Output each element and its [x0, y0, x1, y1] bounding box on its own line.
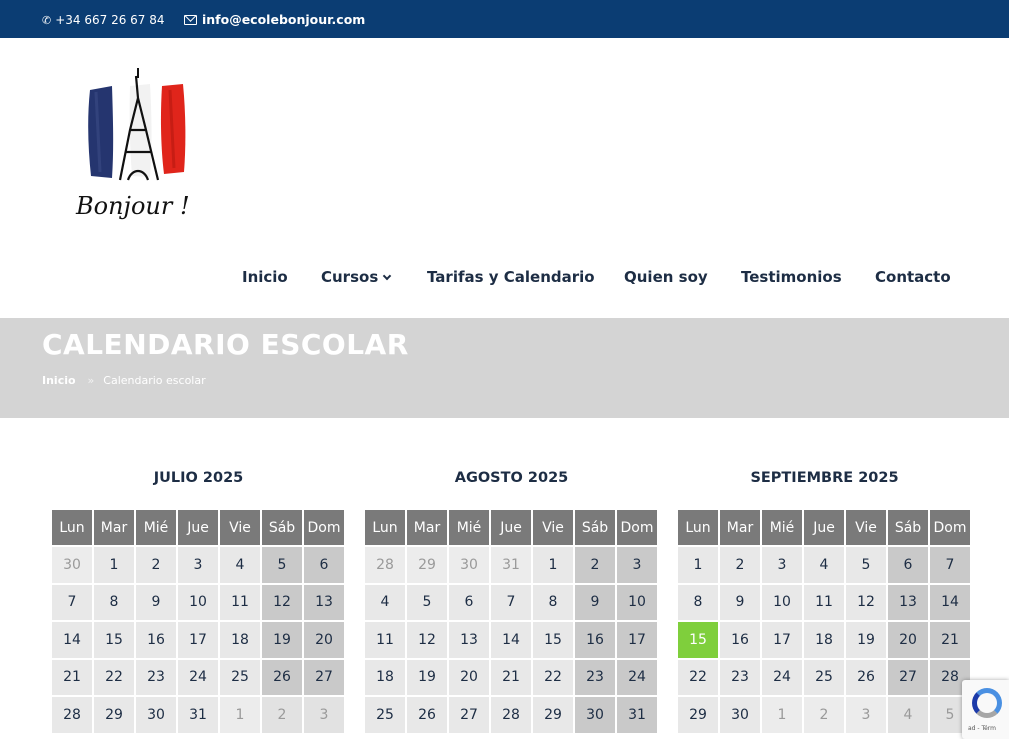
calendar-day[interactable]: 26 — [407, 697, 447, 733]
breadcrumb-home[interactable]: Inicio — [42, 374, 76, 387]
calendar-day[interactable]: 7 — [52, 585, 92, 621]
weekday-header: Mar — [407, 510, 447, 545]
calendar-day[interactable]: 11 — [220, 585, 260, 621]
calendar-day[interactable]: 17 — [762, 622, 802, 658]
calendar-day[interactable]: 18 — [804, 622, 844, 658]
nav-cursos[interactable] — [321, 268, 390, 286]
calendar-day[interactable]: 22 — [533, 660, 573, 696]
calendar-day[interactable]: 4 — [804, 547, 844, 583]
calendar-day[interactable]: 11 — [365, 622, 405, 658]
calendar-grid — [365, 510, 658, 733]
weekday-header: Vie — [846, 510, 886, 545]
calendar-day[interactable]: 20 — [888, 622, 928, 658]
calendar-day[interactable]: 19 — [407, 660, 447, 696]
calendar-day[interactable]: 10 — [617, 585, 657, 621]
calendar-day[interactable]: 5 — [407, 585, 447, 621]
calendar-day[interactable]: 26 — [262, 660, 302, 696]
calendar-day[interactable]: 30 — [720, 697, 760, 733]
calendar-day[interactable]: 4 — [365, 585, 405, 621]
main-nav — [0, 268, 1009, 288]
weekday-header: Vie — [533, 510, 573, 545]
calendar-day[interactable]: 10 — [178, 585, 218, 621]
calendar-day[interactable]: 19 — [846, 622, 886, 658]
calendar-day[interactable]: 2 — [575, 547, 615, 583]
phone-contact[interactable] — [42, 13, 165, 28]
calendar-day[interactable]: 29 — [407, 547, 447, 583]
calendar-july — [52, 470, 345, 723]
calendar-day[interactable]: 6 — [304, 547, 344, 583]
calendar-day[interactable]: 27 — [304, 660, 344, 696]
calendar-day[interactable]: 1 — [762, 697, 802, 733]
calendar-day[interactable]: 27 — [449, 697, 489, 733]
breadcrumb-current: Calendario escolar — [103, 374, 206, 387]
calendar-title: AGOSTO 2025 — [454, 470, 569, 486]
calendar-title: SEPTIEMBRE 2025 — [750, 470, 899, 486]
calendar-day[interactable]: 6 — [449, 585, 489, 621]
calendar-day[interactable]: 31 — [178, 697, 218, 733]
calendar-day[interactable]: 30 — [52, 547, 92, 583]
calendar-day[interactable]: 21 — [930, 622, 970, 658]
weekday-header: Jue — [178, 510, 218, 545]
calendar-day[interactable]: 12 — [262, 585, 302, 621]
nav-quien-soy[interactable]: Quien soy — [624, 268, 708, 286]
calendar-day[interactable]: 4 — [888, 697, 928, 733]
weekday-header: Jue — [804, 510, 844, 545]
weekday-header: Dom — [617, 510, 657, 545]
calendar-day[interactable]: 21 — [52, 660, 92, 696]
nav-tarifas-calendario[interactable]: Tarifas y Calendario — [427, 268, 595, 286]
weekday-header: Lun — [365, 510, 405, 545]
phone-icon: ✆ — [42, 14, 52, 27]
calendar-day[interactable]: 9 — [136, 585, 176, 621]
weekday-header: Mié — [136, 510, 176, 545]
calendar-day[interactable]: 8 — [678, 585, 718, 621]
calendar-day[interactable]: 7 — [930, 547, 970, 583]
calendar-day[interactable]: 29 — [533, 697, 573, 733]
calendar-day[interactable]: 25 — [804, 660, 844, 696]
calendar-day[interactable]: 18 — [220, 622, 260, 658]
calendar-day[interactable]: 16 — [720, 622, 760, 658]
nav-contacto[interactable]: Contacto — [875, 268, 951, 286]
calendar-day[interactable]: 11 — [804, 585, 844, 621]
weekday-header: Mié — [449, 510, 489, 545]
envelope-icon — [184, 15, 197, 25]
calendar-day[interactable]: 31 — [491, 547, 531, 583]
calendar-day[interactable]: 16 — [136, 622, 176, 658]
calendar-day[interactable]: 6 — [888, 547, 928, 583]
calendar-day[interactable]: 3 — [762, 547, 802, 583]
calendar-day[interactable]: 19 — [262, 622, 302, 658]
calendar-day[interactable]: 24 — [617, 660, 657, 696]
nav-inicio[interactable]: Inicio — [242, 268, 288, 286]
calendar-day[interactable]: 9 — [720, 585, 760, 621]
calendar-day[interactable]: 30 — [449, 547, 489, 583]
breadcrumb — [42, 374, 206, 387]
calendar-day-today[interactable]: 15 — [678, 622, 718, 658]
calendar-day[interactable]: 23 — [575, 660, 615, 696]
calendar-day[interactable]: 8 — [533, 585, 573, 621]
calendar-day[interactable]: 13 — [888, 585, 928, 621]
email-contact[interactable] — [184, 13, 365, 27]
calendar-day[interactable]: 28 — [365, 547, 405, 583]
nav-cursos-label: Cursos — [321, 268, 379, 286]
calendar-day[interactable]: 28 — [52, 697, 92, 733]
svg-text:Bonjour !: Bonjour ! — [76, 192, 190, 220]
calendar-day[interactable]: 12 — [407, 622, 447, 658]
calendar-day[interactable]: 14 — [491, 622, 531, 658]
calendar-day[interactable]: 3 — [617, 547, 657, 583]
chevron-down-icon — [383, 272, 391, 280]
weekday-header: Mar — [94, 510, 134, 545]
weekday-header: Sáb — [262, 510, 302, 545]
weekday-header: Mié — [762, 510, 802, 545]
calendar-grid — [678, 510, 971, 733]
calendar-day[interactable]: 21 — [491, 660, 531, 696]
calendar-day[interactable]: 1 — [94, 547, 134, 583]
calendar-day[interactable]: 9 — [575, 585, 615, 621]
calendar-day[interactable]: 2 — [262, 697, 302, 733]
calendar-day[interactable]: 29 — [94, 697, 134, 733]
weekday-header: Dom — [930, 510, 970, 545]
calendar-day[interactable]: 15 — [94, 622, 134, 658]
calendar-day[interactable]: 23 — [136, 660, 176, 696]
page-title: CALENDARIO ESCOLAR — [42, 328, 409, 361]
calendar-day[interactable]: 14 — [930, 585, 970, 621]
calendar-day[interactable]: 3 — [304, 697, 344, 733]
phone-text: +34 667 26 67 84 — [55, 13, 165, 27]
calendar-day[interactable]: 1 — [220, 697, 260, 733]
calendar-day[interactable]: 1 — [678, 547, 718, 583]
calendar-day[interactable]: 26 — [846, 660, 886, 696]
calendar-day[interactable]: 31 — [617, 697, 657, 733]
calendar-day[interactable]: 5 — [846, 547, 886, 583]
calendar-day[interactable]: 1 — [533, 547, 573, 583]
calendar-day[interactable]: 7 — [491, 585, 531, 621]
calendar-day[interactable]: 5 — [930, 697, 970, 733]
calendar-day[interactable]: 24 — [762, 660, 802, 696]
page-banner — [0, 318, 1009, 418]
calendar-day[interactable]: 16 — [575, 622, 615, 658]
calendar-day[interactable]: 23 — [720, 660, 760, 696]
calendar-august — [365, 470, 658, 723]
calendar-day[interactable]: 17 — [617, 622, 657, 658]
calendar-day[interactable]: 13 — [449, 622, 489, 658]
calendar-day[interactable]: 12 — [846, 585, 886, 621]
chevron-right-icon: » — [87, 374, 95, 387]
calendar-day[interactable]: 29 — [678, 697, 718, 733]
calendar-day[interactable]: 13 — [304, 585, 344, 621]
calendar-day[interactable]: 17 — [178, 622, 218, 658]
calendar-day[interactable]: 18 — [365, 660, 405, 696]
weekday-header: Lun — [52, 510, 92, 545]
calendar-day[interactable]: 10 — [762, 585, 802, 621]
nav-testimonios[interactable]: Testimonios — [741, 268, 842, 286]
calendar-day[interactable]: 2 — [136, 547, 176, 583]
weekday-header: Lun — [678, 510, 718, 545]
weekday-header: Dom — [304, 510, 344, 545]
site-logo[interactable] — [70, 68, 202, 230]
calendar-day[interactable]: 2 — [804, 697, 844, 733]
calendar-day[interactable]: 24 — [178, 660, 218, 696]
recaptcha-label: ad - Térm — [968, 725, 997, 732]
weekday-header: Mar — [720, 510, 760, 545]
weekday-header: Sáb — [888, 510, 928, 545]
calendar-title: JULIO 2025 — [153, 470, 244, 486]
calendar-day[interactable]: 14 — [52, 622, 92, 658]
calendar-day[interactable]: 8 — [94, 585, 134, 621]
calendar-day[interactable]: 27 — [888, 660, 928, 696]
calendar-day[interactable]: 25 — [220, 660, 260, 696]
calendar-day[interactable]: 3 — [178, 547, 218, 583]
calendar-day[interactable]: 5 — [262, 547, 302, 583]
calendar-day[interactable]: 2 — [720, 547, 760, 583]
calendar-day[interactable]: 30 — [575, 697, 615, 733]
calendar-grid — [52, 510, 345, 733]
weekday-header: Vie — [220, 510, 260, 545]
calendar-day[interactable]: 25 — [365, 697, 405, 733]
recaptcha-icon — [972, 688, 1002, 718]
calendar-day[interactable]: 28 — [491, 697, 531, 733]
calendar-day[interactable]: 15 — [533, 622, 573, 658]
calendar-day[interactable]: 22 — [94, 660, 134, 696]
eiffel-tower-flag-logo — [70, 68, 202, 230]
calendar-day[interactable]: 22 — [678, 660, 718, 696]
calendar-day[interactable]: 30 — [136, 697, 176, 733]
calendar-day[interactable]: 3 — [846, 697, 886, 733]
weekday-header: Jue — [491, 510, 531, 545]
calendar-day[interactable]: 4 — [220, 547, 260, 583]
calendar-day[interactable]: 20 — [449, 660, 489, 696]
top-bar — [0, 0, 1009, 38]
email-text: info@ecolebonjour.com — [202, 12, 366, 27]
calendar-day[interactable]: 20 — [304, 622, 344, 658]
calendar-september — [678, 470, 971, 723]
calendar-day[interactable]: 28 — [930, 660, 970, 696]
weekday-header: Sáb — [575, 510, 615, 545]
recaptcha-badge[interactable] — [962, 680, 1009, 739]
